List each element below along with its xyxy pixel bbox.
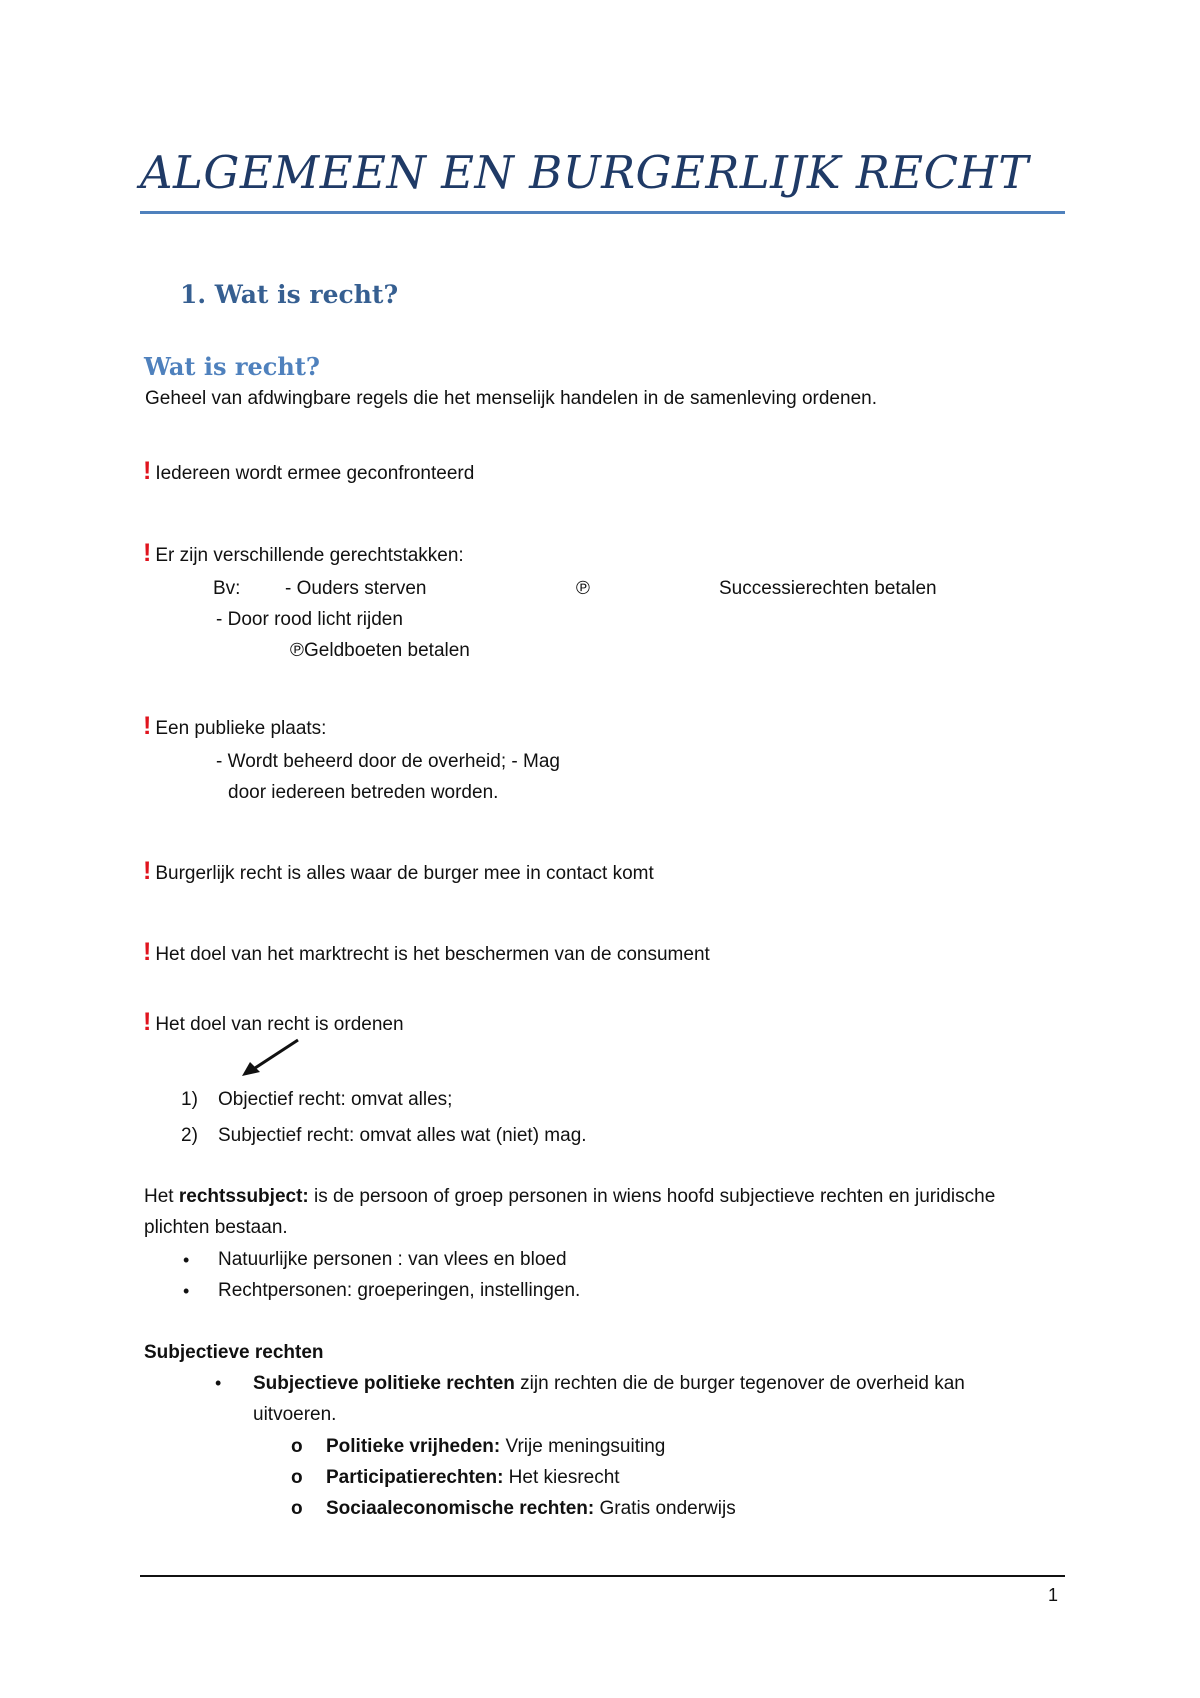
note-text: Het doel van recht is ordenen: [155, 1014, 404, 1035]
example1-left: - Ouders sterven: [285, 578, 427, 599]
note-text: Burgerlijk recht is alles waar de burger mee in contact komt: [155, 863, 654, 884]
exclamation-icon: !: [143, 712, 152, 740]
title-underline: [140, 211, 1065, 214]
sub-item-sociaaleconomische-rechten: [326, 1498, 736, 1520]
example2-result: [290, 640, 470, 662]
note-publieke-plaats: [143, 712, 327, 740]
note-doel-recht: [143, 1008, 404, 1036]
list-item-subjectief: Subjectief recht: omvat alles wat (niet) mag.: [218, 1125, 587, 1146]
rechtssubject-term: rechtssubject:: [178, 1186, 309, 1207]
example-label: Bv:: [213, 578, 241, 599]
note-gerechtstakken: [143, 539, 464, 567]
list-item-natuurlijke-personen: Natuurlijke personen : van vlees en bloed: [218, 1249, 567, 1270]
list-number: 2): [181, 1125, 198, 1146]
sub-item-text: Het kiesrecht: [503, 1467, 620, 1488]
list-item-objectief: Objectief recht: omvat alles;: [218, 1089, 453, 1110]
definition-text: Geheel van afdwingbare regels die het menselijk handelen in de samenleving ordenen.: [145, 388, 877, 409]
bullet-icon: •: [215, 1373, 222, 1393]
exclamation-icon: !: [143, 857, 152, 885]
note-marktrecht: [143, 938, 710, 966]
exclamation-icon: !: [143, 938, 152, 966]
exclamation-icon: !: [143, 539, 152, 567]
note-text: Het doel van het marktrecht is het beschermen van de consument: [155, 944, 710, 965]
political-rights-term: Subjectieve politieke rechten: [253, 1373, 515, 1394]
political-rights-line1: [253, 1373, 965, 1395]
example2-left: - Door rood licht rijden: [216, 609, 403, 630]
document-title: ALGEMEEN EN BURGERLIJK RECHT: [140, 146, 1029, 199]
sub-item-term: Politieke vrijheden:: [326, 1436, 501, 1457]
political-rights-text: zijn rechten die de burger tegenover de overheid kan: [514, 1373, 965, 1394]
example2-right: Geldboeten betalen: [304, 640, 470, 661]
exclamation-icon: !: [143, 457, 152, 485]
note3-line2: door iedereen betreden worden.: [228, 782, 499, 803]
political-rights-line2: uitvoeren.: [253, 1404, 337, 1425]
note-text: Een publieke plaats:: [155, 718, 327, 739]
exclamation-icon: !: [143, 1008, 152, 1036]
sub-bullet-icon: o: [291, 1498, 303, 1519]
sub-item-term: Sociaaleconomische rechten:: [326, 1498, 595, 1519]
rechtssubject-line1: [144, 1186, 995, 1208]
note-text: Iedereen wordt ermee geconfronteerd: [155, 463, 475, 484]
note-iedereen: [143, 457, 475, 485]
footer-rule: [140, 1575, 1065, 1577]
sub-bullet-icon: o: [291, 1436, 303, 1457]
arrow-down-left-icon: [238, 1036, 304, 1080]
rechtssubject-prefix: Het: [144, 1186, 179, 1207]
example1-right: Successierechten betalen: [719, 578, 937, 599]
rechtssubject-line2: plichten bestaan.: [144, 1217, 288, 1238]
sub-bullet-icon: o: [291, 1467, 303, 1488]
sub-item-text: Vrije meningsuiting: [500, 1436, 666, 1457]
example2-symbol: ℗: [290, 640, 304, 661]
list-number: 1): [181, 1089, 198, 1110]
list-item-rechtpersonen: Rechtpersonen: groeperingen, instellingen.: [218, 1280, 581, 1301]
note-burgerlijk-recht: [143, 857, 654, 885]
sub-item-text: Gratis onderwijs: [594, 1498, 736, 1519]
chapter-heading: 1. Wat is recht?: [180, 280, 399, 309]
note-text: Er zijn verschillende gerechtstakken:: [155, 545, 464, 566]
example1-symbol: ℗: [576, 578, 590, 599]
sub-item-participatierechten: [326, 1467, 620, 1489]
sub-item-politieke-vrijheden: [326, 1436, 665, 1458]
section-heading: Wat is recht?: [144, 352, 320, 381]
page-number: 1: [1048, 1585, 1059, 1605]
note3-line1: - Wordt beheerd door de overheid; - Mag: [216, 751, 560, 772]
bullet-icon: •: [183, 1281, 190, 1301]
rechtssubject-text: is de persoon of groep personen in wiens hoofd subjectieve rechten en juridische: [308, 1186, 996, 1207]
subjective-rights-heading: Subjectieve rechten: [144, 1342, 324, 1363]
bullet-icon: •: [183, 1250, 190, 1270]
sub-item-term: Participatierechten:: [326, 1467, 504, 1488]
